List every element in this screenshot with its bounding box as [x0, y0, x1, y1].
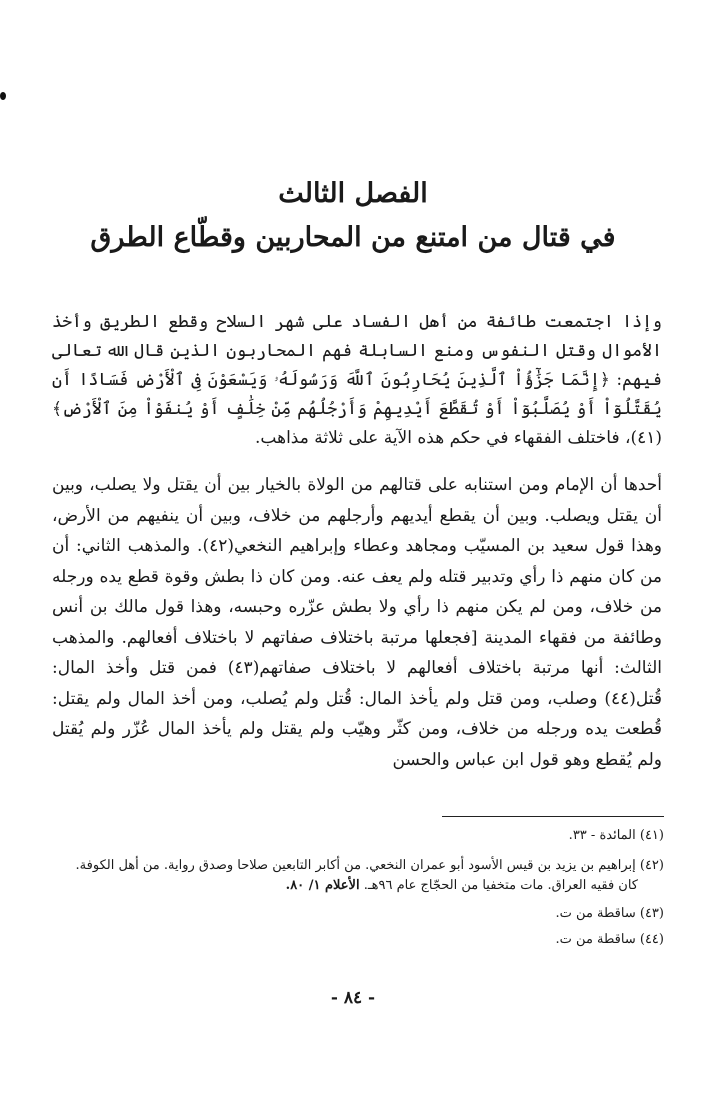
footnote-42-line1: (٤٢) إبراهيم بن يزيد بن قيس الأسود أبو عمران النخعي. من أكابر التابعين صلاحا وصدق رواية. من أهل الكوفة. — [75, 858, 664, 873]
footnote-41: (٤١) المائدة - ٣٣. — [568, 828, 664, 843]
footnote-43: (٤٣) ساقطة من ت. — [555, 906, 664, 921]
footnote-42-line2 — [40, 876, 664, 896]
footnote-44: (٤٤) ساقطة من ت. — [555, 932, 664, 947]
page-number: - ٨٤ - — [330, 988, 376, 1008]
paragraph-schools: أحدها أن الإمام ومن استنابه على قتالهم من الولاة بالخيار بين أن يقتل ولا يصلب، وبين أن يقتل ويصلب. وبين أن يقطع أيديهم وأرجلهم من خلاف، وبين أن ينفيهم من الأرض، وهذا قول سعيد بن المسيّب ومجاهد وعطاء وإبراهيم النخعي(٤٢). والمذهب الثاني: أن من كان منهم ذا رأي وتدبير قتله ولم يعف عنه. ومن كان ذا بطش وقوة قطع يده ورجله من خلاف، ومن لم يكن منهم ذا رأي ولا بطش عزّره وحبسه، وهذا قول مالك بن أنس وطائفة من فقهاء المدينة [فجعلها مرتبة باختلاف صفاتهم لا باختلاف أفعالهم. والمذهب الثالث: أنها مرتبة باختلاف أفعالهم لا باختلاف صفاتهم(٤٣) فمن قتل وأخذ المال: قُتل(٤٤) وصلب، ومن قتل ولم يأخذ المال: قُتل ولم يُصلب، ومن أخذ المال ولم يقتل: قُطعت يده ورجله من خلاف، ومن كثّر وهيّب ولم يقتل ولم يأخذ المال عُزّر ولم يُقتل ولم يُقطع وهو قول ابن عباس والحسن — [52, 475, 662, 770]
chapter-subtitle: في قتال من امتنع من المحاربين وقطّاع الطرق — [90, 222, 616, 253]
footnote-42 — [40, 856, 664, 896]
footnote-divider — [442, 816, 664, 817]
margin-mark — [0, 92, 6, 100]
chapter-title: الفصل الثالث — [278, 178, 428, 209]
footnote-42-reference: الأعلام ١/ ٨٠. — [285, 878, 360, 893]
paragraph-intro: وإذا اجتمعت طائفة من أهل الفساد على شهر السلاح وقطع الطريق وأخذ الأموال وقتل النفوس ومنع السابلة فهم المحاربون الذين قال الله تعالى فيهم: ﴿إِنَّمَا جَزَٰٓؤُاْ ٱلَّذِينَ يُحَارِبُونَ ٱللَّهَ وَرَسُولَهُۥ وَيَسْعَوْنَ فِى ٱلْأَرْضِ فَسَادًا أَن يُقَتَّلُوٓاْ أَوْ يُصَلَّبُوٓاْ أَوْ تُقَطَّعَ أَيْدِيهِمْ وَأَرْجُلُهُم مِّنْ خِلَٰفٍ أَوْ يُنفَوْاْ مِنَ ٱلْأَرْضِ﴾(٤١)، فاختلف الفقهاء في حكم هذه الآية على ثلاثة مذاهب. — [52, 312, 662, 448]
footnote-42-text: كان فقيه العراق. مات متخفيا من الحجّاج عام ٩٦هـ. — [363, 878, 638, 893]
